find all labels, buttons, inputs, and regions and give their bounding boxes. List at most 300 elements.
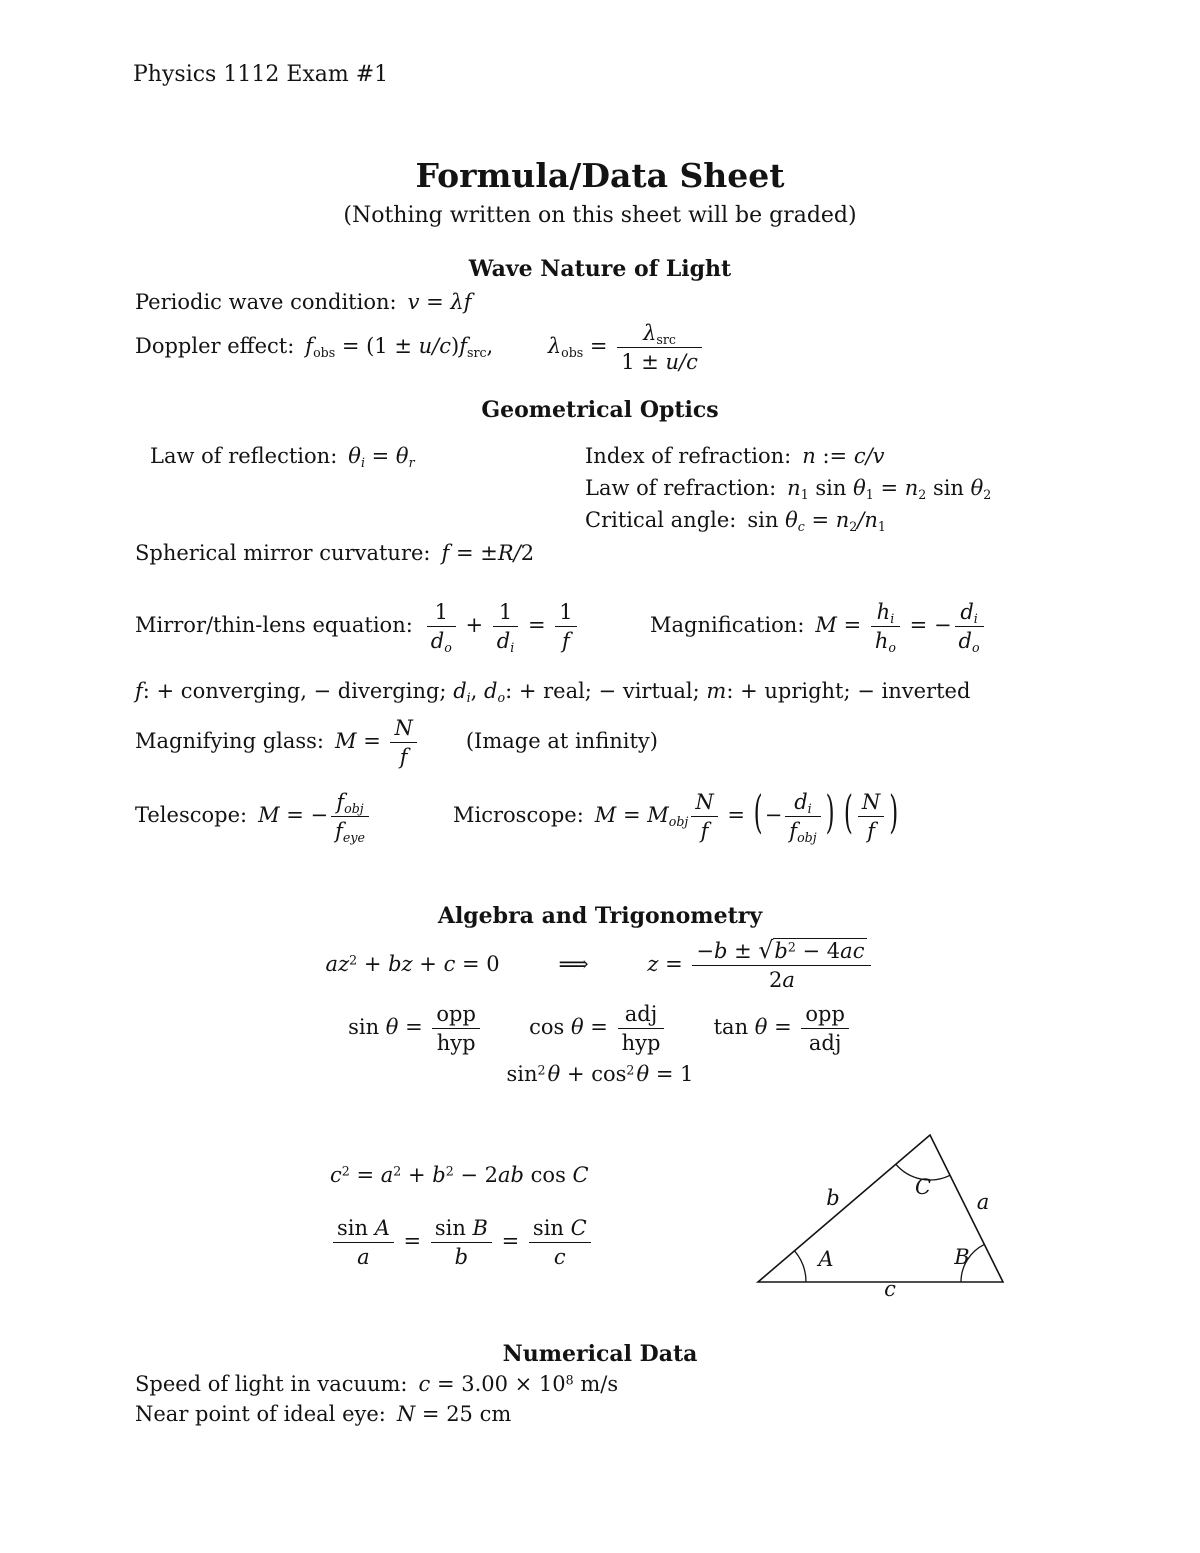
formula-mirror xyxy=(424,600,580,656)
formula-critical xyxy=(747,508,886,535)
math-token: d xyxy=(484,679,498,703)
math-token: b xyxy=(432,1163,446,1187)
fraction xyxy=(427,600,456,656)
formula-label: Microscope: xyxy=(453,803,584,828)
math-token: h xyxy=(874,629,889,654)
math-token: = ± xyxy=(449,541,498,565)
math-token: d xyxy=(960,600,974,624)
math-token: = xyxy=(356,729,388,754)
formula-label: Magnifying glass: xyxy=(135,729,325,754)
sign-conventions-line xyxy=(135,679,971,706)
math-token: f xyxy=(305,334,314,359)
math-token: ac xyxy=(840,939,865,963)
math-token: R/ xyxy=(497,541,521,565)
fraction-denominator xyxy=(529,1243,591,1269)
formula-spherical xyxy=(442,541,535,565)
math-token: d xyxy=(496,629,511,654)
math-token: f xyxy=(459,334,467,359)
fraction xyxy=(801,1002,849,1055)
subscript: src xyxy=(466,345,487,361)
math-token: f xyxy=(335,819,343,844)
formula-line-identity xyxy=(0,1062,1200,1086)
math-token: ⟹ xyxy=(558,951,589,976)
math-token: a xyxy=(380,1163,394,1187)
fraction-numerator xyxy=(427,600,456,627)
math-token: = (1 ± xyxy=(335,334,419,359)
math-token: M xyxy=(258,803,280,828)
math-token: /n xyxy=(857,508,878,532)
side-label-c: c xyxy=(884,1277,896,1297)
math-token: − xyxy=(764,803,783,828)
formula-label: Spherical mirror curvature: xyxy=(135,541,431,565)
math-token: tan xyxy=(713,1015,755,1040)
math-token: θ xyxy=(785,508,798,532)
math-token: : + real; − virtual; xyxy=(505,679,707,703)
math-token: cos xyxy=(523,1163,573,1187)
subscript: obs xyxy=(561,345,584,361)
subscript: o xyxy=(972,640,980,656)
math-token: f xyxy=(867,819,875,844)
fraction-denominator xyxy=(555,627,576,653)
section-heading-numerical: Numerical Data xyxy=(502,1341,698,1367)
math-token: M xyxy=(815,613,837,638)
formula-line-near-point xyxy=(135,1402,511,1426)
math-token: a xyxy=(357,1245,370,1270)
formula-label: Law of refraction: xyxy=(585,476,777,500)
optics-right-column xyxy=(585,444,991,540)
fraction-denominator xyxy=(691,817,717,843)
page-subtitle: (Nothing written on this sheet will be graded) xyxy=(343,203,857,228)
fraction xyxy=(617,321,702,374)
math-token: = 25 cm xyxy=(415,1402,512,1426)
math-token: = xyxy=(521,613,553,638)
math-token: 2 xyxy=(520,541,535,565)
math-token: hyp xyxy=(436,1031,476,1056)
math-token: ± xyxy=(727,939,759,963)
fraction-numerator xyxy=(692,938,871,966)
math-token: M xyxy=(647,803,669,828)
math-token: C xyxy=(572,1163,589,1187)
math-token: n xyxy=(904,476,919,500)
math-token: + xyxy=(412,951,444,976)
magnifier-note: (Image at infinity) xyxy=(465,729,658,754)
page-title: Formula/Data Sheet xyxy=(415,156,785,195)
math-token: B xyxy=(472,1216,488,1240)
math-token: C xyxy=(570,1216,587,1240)
math-token: sin xyxy=(926,476,971,500)
math-token: N xyxy=(695,790,714,814)
math-token: c xyxy=(553,1245,566,1270)
subscript: o xyxy=(888,640,896,656)
math-token: hyp xyxy=(621,1031,661,1056)
math-token: u/c xyxy=(665,350,698,375)
math-token: = xyxy=(873,476,905,500)
fraction-numerator xyxy=(555,600,576,627)
math-token: m xyxy=(706,679,727,703)
math-token: : + upright; − inverted xyxy=(726,679,971,703)
subscript: obj xyxy=(797,830,817,846)
math-token: sin xyxy=(434,1216,473,1240)
math-token: = xyxy=(396,1229,428,1254)
superscript: 2 xyxy=(537,1062,546,1078)
radicand xyxy=(773,938,867,963)
fraction-numerator xyxy=(955,600,984,627)
square-root xyxy=(758,938,867,963)
formula-line-reflection xyxy=(150,444,415,471)
math-token: sin xyxy=(747,508,786,532)
math-token: sin xyxy=(348,1015,386,1040)
fraction-numerator xyxy=(431,1216,492,1243)
math-token: θ xyxy=(547,1062,561,1086)
math-token: λ xyxy=(547,334,562,359)
angle-label-C: C xyxy=(914,1175,932,1199)
formula-line-magnification xyxy=(650,600,987,656)
big-paren: ( xyxy=(843,788,853,840)
formula-line-telescope xyxy=(135,790,372,846)
math-token: = − xyxy=(903,613,952,638)
math-token: 1 ± xyxy=(621,350,666,375)
math-token: f xyxy=(135,679,143,703)
formula-line-spherical xyxy=(135,541,534,565)
fraction-denominator xyxy=(801,1029,849,1055)
fraction-denominator xyxy=(390,743,416,769)
formula-microscope xyxy=(594,788,901,846)
math-token: f xyxy=(441,541,450,565)
math-token: θ xyxy=(754,1015,768,1040)
formula-label: Law of reflection: xyxy=(150,444,338,468)
formula-index xyxy=(802,444,884,468)
math-token: θ xyxy=(970,476,984,500)
subscript: r xyxy=(408,455,415,471)
math-token: λf xyxy=(450,290,472,314)
formula-label: Index of refraction: xyxy=(585,444,792,468)
math-token: N xyxy=(861,790,881,814)
fraction xyxy=(871,600,900,656)
subscript: i xyxy=(466,690,471,706)
math-token: n xyxy=(835,508,850,532)
math-token: d xyxy=(453,679,467,703)
fraction xyxy=(331,790,369,846)
formula-sign-conventions xyxy=(135,679,971,706)
math-token: = xyxy=(398,1015,430,1040)
math-token: − xyxy=(696,939,714,963)
formula-line-microscope xyxy=(453,788,900,846)
subscript: i xyxy=(807,801,812,817)
section-heading-optics: Geometrical Optics xyxy=(481,397,719,423)
math-token: = xyxy=(836,613,868,638)
math-token: = xyxy=(494,1229,526,1254)
formula-near-point xyxy=(397,1402,511,1426)
math-token: opp xyxy=(436,1002,476,1026)
fraction-numerator xyxy=(432,1002,480,1029)
formula-speed-of-light xyxy=(419,1372,619,1396)
fraction-denominator xyxy=(617,348,702,374)
math-token: + cos xyxy=(560,1062,627,1086)
math-token: θ xyxy=(570,1015,584,1040)
math-token: d xyxy=(430,629,445,654)
subscript: i xyxy=(890,611,895,627)
fraction-numerator xyxy=(529,1216,591,1243)
fraction-numerator xyxy=(493,600,518,627)
big-paren: ( xyxy=(753,788,763,840)
formula-line-law-of-sines xyxy=(330,1216,594,1269)
fraction-denominator xyxy=(692,966,871,992)
math-token: sin xyxy=(337,1216,375,1240)
math-token: M xyxy=(335,729,357,754)
fraction-numerator xyxy=(801,1002,849,1029)
formula-label: Magnification: xyxy=(650,613,805,638)
subscript: 1 xyxy=(877,519,886,535)
fraction-numerator xyxy=(333,1216,394,1243)
math-token: = xyxy=(583,1015,615,1040)
triangle-diagram xyxy=(740,1112,1025,1297)
fraction xyxy=(390,716,416,769)
fraction-numerator xyxy=(390,716,416,743)
side-label-b: b xyxy=(826,1186,840,1210)
formula-line-doppler xyxy=(135,321,705,374)
formula-line-speed-of-light xyxy=(135,1372,618,1396)
formula-line-refraction xyxy=(585,476,991,508)
radical-sign: √ xyxy=(758,936,774,964)
formula-telescope xyxy=(258,790,372,846)
math-token: + xyxy=(458,613,490,638)
math-token: m/s xyxy=(573,1372,619,1396)
math-token: d xyxy=(958,629,972,654)
fraction-denominator xyxy=(427,627,456,656)
formula-line-trig xyxy=(0,1002,1200,1055)
math-token: = xyxy=(658,951,690,976)
fraction-denominator xyxy=(871,627,900,656)
fraction xyxy=(432,1002,480,1055)
formula-law-of-sines xyxy=(330,1216,594,1270)
superscript: 8 xyxy=(565,1372,574,1388)
math-token: sin xyxy=(808,476,854,500)
formula-label: Critical angle: xyxy=(585,508,737,532)
subscript: 1 xyxy=(800,487,809,503)
superscript: 2 xyxy=(787,939,796,955)
fraction xyxy=(692,938,871,992)
math-token: c xyxy=(443,951,456,976)
subscript: c xyxy=(797,519,805,535)
math-token: f xyxy=(789,819,798,844)
fraction-numerator xyxy=(618,1002,665,1029)
fraction-numerator xyxy=(691,790,717,817)
angle-arc-A xyxy=(795,1251,807,1282)
formula-line-magnifier xyxy=(135,716,658,769)
formula-law-of-cosines xyxy=(330,1163,589,1187)
formula-line-index xyxy=(585,444,991,476)
math-token: f xyxy=(562,629,570,654)
fraction-numerator xyxy=(785,790,820,817)
math-token: = − xyxy=(279,803,329,828)
math-token: + xyxy=(357,951,389,976)
superscript: 2 xyxy=(393,1163,402,1179)
math-token: cos xyxy=(529,1015,571,1040)
math-token: = 3.00 × 10 xyxy=(430,1372,566,1396)
subscript: src xyxy=(656,332,676,348)
math-token: b xyxy=(454,1245,469,1270)
math-token: c xyxy=(330,1163,342,1187)
math-token: M xyxy=(594,803,617,828)
subscript: 1 xyxy=(865,487,874,503)
math-token: c xyxy=(418,1372,431,1396)
math-token: θ xyxy=(385,1015,399,1040)
superscript: 2 xyxy=(341,1163,350,1179)
side-label-a: a xyxy=(976,1190,990,1214)
math-token: n xyxy=(802,444,816,468)
math-token: n xyxy=(787,476,801,500)
formula-trig-ratios xyxy=(348,1002,852,1056)
math-token: f xyxy=(700,819,709,844)
formula-line-critical xyxy=(585,508,991,540)
math-token: 1 xyxy=(434,600,448,624)
math-token: 2 xyxy=(768,968,783,993)
fraction-numerator xyxy=(858,790,884,817)
fraction-denominator xyxy=(955,627,984,656)
math-token: sin xyxy=(532,1216,571,1240)
math-token: = xyxy=(720,803,752,828)
subscript: obs xyxy=(313,345,336,361)
subscript: o xyxy=(444,640,452,656)
formula-quadratic xyxy=(325,936,875,993)
subscript: 2 xyxy=(849,519,858,535)
math-token: = xyxy=(419,290,451,314)
math-token: = xyxy=(364,444,396,468)
fraction xyxy=(529,1216,591,1269)
formula-label: Doppler effect: xyxy=(135,334,295,359)
subscript: 2 xyxy=(983,487,992,503)
math-token: u/c xyxy=(418,334,451,359)
formula-line-mirror xyxy=(135,600,580,656)
section-heading-algebra: Algebra and Trigonometry xyxy=(437,903,763,929)
superscript: 2 xyxy=(349,952,358,968)
math-token: N xyxy=(394,716,413,740)
math-token: c/v xyxy=(853,444,885,468)
subscript: 2 xyxy=(918,487,927,503)
math-token: θ xyxy=(853,476,866,500)
formula-line-quadratic xyxy=(0,938,1200,992)
formula-label: Mirror/thin-lens equation: xyxy=(135,613,413,638)
math-token: 1 xyxy=(498,600,513,624)
superscript: 2 xyxy=(626,1062,635,1078)
math-token: 1 xyxy=(559,600,573,624)
math-token: b xyxy=(774,939,788,963)
formula-refraction xyxy=(787,476,992,503)
formula-periodic xyxy=(408,290,472,314)
subscript: o xyxy=(497,690,506,706)
fraction-denominator xyxy=(618,1029,665,1055)
math-token: A xyxy=(374,1216,390,1240)
math-token: θ xyxy=(348,444,361,468)
fraction xyxy=(555,600,576,653)
math-token: ab xyxy=(498,1163,524,1187)
fraction-denominator xyxy=(493,627,518,656)
math-token: h xyxy=(876,600,891,624)
formula-pythagorean-identity xyxy=(506,1062,693,1086)
math-token: a xyxy=(782,968,795,993)
math-token: N xyxy=(396,1402,416,1426)
formula-label: Speed of light in vacuum: xyxy=(135,1372,408,1396)
fraction-denominator xyxy=(858,817,884,843)
fraction xyxy=(858,790,884,843)
superscript: 2 xyxy=(445,1163,454,1179)
math-token: = xyxy=(804,508,836,532)
subscript: i xyxy=(973,611,978,627)
section-heading-wave: Wave Nature of Light xyxy=(468,256,732,282)
math-token: − 4 xyxy=(795,939,841,963)
fraction xyxy=(618,1002,665,1055)
math-token: az xyxy=(325,951,350,976)
math-token: b xyxy=(714,939,728,963)
math-token: z xyxy=(647,951,659,976)
math-token: d xyxy=(794,790,808,814)
math-token: v xyxy=(407,290,420,314)
math-token: = 1 xyxy=(649,1062,694,1086)
math-token: opp xyxy=(805,1002,845,1026)
math-token: θ xyxy=(636,1062,650,1086)
math-token: λ xyxy=(643,321,657,345)
big-paren: ) xyxy=(889,788,899,840)
formula-label: Periodic wave condition: xyxy=(135,290,397,314)
fraction-denominator xyxy=(333,1243,394,1269)
math-token: − 2 xyxy=(453,1163,499,1187)
math-token: = 0 xyxy=(455,951,500,976)
math-token: adj xyxy=(624,1002,658,1026)
fraction-denominator xyxy=(331,817,369,846)
math-token: bz xyxy=(388,951,413,976)
angle-label-B: B xyxy=(954,1245,970,1269)
course-header: Physics 1112 Exam #1 xyxy=(133,62,389,87)
math-token: sin xyxy=(506,1062,538,1086)
fraction-numerator xyxy=(871,600,900,627)
subscript: i xyxy=(360,455,365,471)
formula-line-periodic xyxy=(135,290,471,314)
math-token: θ xyxy=(395,444,409,468)
angle-label-A: A xyxy=(818,1247,834,1271)
math-token: = xyxy=(583,334,615,359)
formula-magnifier xyxy=(335,716,420,770)
math-token: ) xyxy=(451,334,460,359)
math-token: : + converging, − diverging; xyxy=(142,679,454,703)
subscript: obj xyxy=(668,814,689,830)
fraction-denominator xyxy=(431,1243,492,1269)
math-token: f xyxy=(399,745,408,770)
fraction xyxy=(955,600,984,656)
math-token: f xyxy=(336,790,345,814)
math-token: = xyxy=(616,803,648,828)
math-token: = xyxy=(767,1015,799,1040)
formula-label: Telescope: xyxy=(135,803,248,828)
fraction xyxy=(493,600,518,656)
fraction xyxy=(785,790,820,846)
subscript: obj xyxy=(344,801,364,817)
fraction-numerator xyxy=(617,321,702,348)
math-token: adj xyxy=(808,1031,842,1056)
math-token: = xyxy=(349,1163,381,1187)
formula-reflection xyxy=(348,444,415,471)
math-token: , xyxy=(470,679,485,703)
fraction xyxy=(333,1216,394,1269)
fraction-denominator xyxy=(432,1029,480,1055)
big-paren: ) xyxy=(825,788,835,840)
formula-label: Near point of ideal eye: xyxy=(135,1402,386,1426)
formula-magnification xyxy=(815,600,986,656)
subscript: i xyxy=(510,640,515,656)
fraction-denominator xyxy=(785,817,820,846)
formula-line-law-of-cosines xyxy=(330,1163,589,1187)
math-token: := xyxy=(815,444,854,468)
math-token: + xyxy=(401,1163,433,1187)
